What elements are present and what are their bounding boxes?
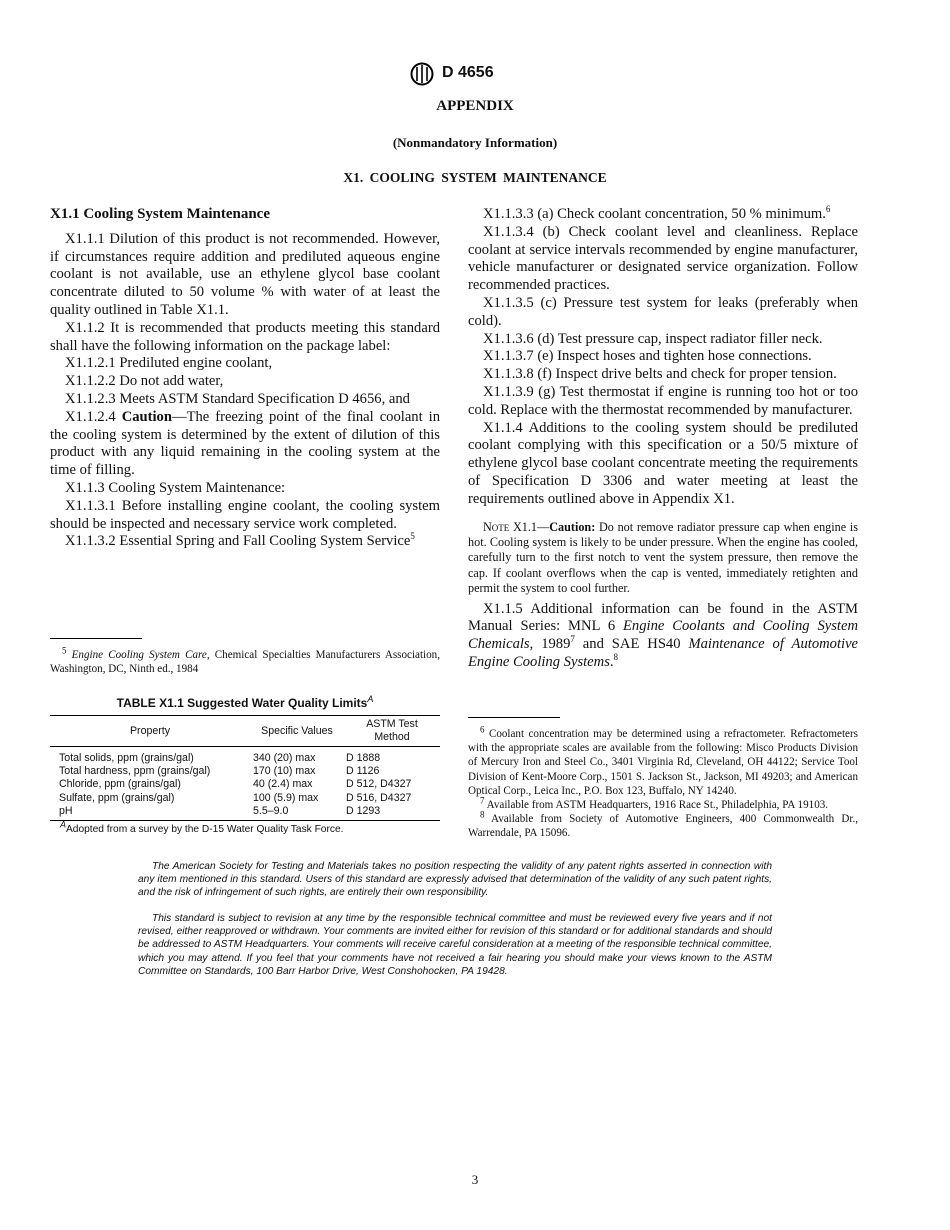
table-row <box>50 792 440 805</box>
doc-id: D 4656 <box>442 64 494 81</box>
para-num: X1.1.2.4 <box>65 408 116 425</box>
left-column <box>50 206 440 551</box>
table-header: Property <box>129 725 171 737</box>
paragraph-x1-1-5 <box>468 601 858 672</box>
para-text: and SAE HS40 <box>574 636 689 653</box>
footnote-6 <box>468 724 858 798</box>
footnote-ref: 5 <box>410 531 415 542</box>
paragraph-x1-1-3-9: X1.1.3.9 (g) Test thermostat if engine is running too hot or too cold. Replace with the thermostat recommended by manufacturer. <box>468 383 858 418</box>
footnote-mark: A <box>60 819 67 830</box>
para-text: , 1989 <box>529 636 571 653</box>
table-cell: Sulfate, ppm (grains/gal) <box>59 791 175 804</box>
para-text: X1.1.3.2 Essential Spring and Fall Cooling System Service <box>65 533 411 550</box>
table-footnote <box>60 819 344 835</box>
right-column <box>468 206 858 672</box>
table-cell: 5.5–9.0 <box>253 804 289 817</box>
page-header <box>0 62 950 88</box>
footnote-8 <box>468 809 858 840</box>
table-row <box>50 778 440 791</box>
caution-text: —The freezing point of the final coolant in the cooling system is determined by the extent of dilution of this product with any liquid remaining in the cooling system at the time of filling. <box>50 408 440 479</box>
paragraph-x1-1-2-3: X1.1.2.3 Meets ASTM Standard Specification D 4656, and <box>65 390 410 407</box>
table-row <box>50 805 440 818</box>
paragraph-x1-1-3-7: X1.1.3.7 (e) Inspect hoses and tighten hose connections. <box>483 348 812 365</box>
footnote-text: Available from Society of Automotive Engineers, 400 Commonwealth Dr., Warrendale, PA 15096. <box>468 813 858 840</box>
footnote-text: Coolant concentration may be determined using a refractometer. Refractometers with the appropriate scales are available from the following: Misco Products Division of Mercury Iron and Steel Co., 3401 Virginia Rd, Cleveland, OH 44122; Service Tool Division of Kent-Moore Corp., 1501 S. Jackson St., Jackson, MI 49203; and American Optical Corp., Leica Inc., P.O. Box 123, Buffalo, NY 14240. <box>468 728 858 797</box>
disclaimer <box>138 860 772 978</box>
footnote-title: Engine Cooling System Care <box>71 649 207 661</box>
paragraph-x1-1-3-1: X1.1.3.1 Before installing engine coolant, the cooling system should be inspected and necessary service work completed. <box>50 497 440 532</box>
table-cell: D 512, D4327 <box>346 778 412 791</box>
footnote-5 <box>50 645 441 676</box>
right-footnotes <box>468 724 858 841</box>
para-text: X1.1.3.3 (a) Check coolant concentration, 50 % minimum. <box>483 206 826 222</box>
caution-label: Caution <box>121 408 172 425</box>
paragraph-x1-1-3-2 <box>50 533 440 551</box>
note-text: Do not remove radiator pressure cap when engine is hot. Cooling system is likely to be under pressure. When the engine has cooled, carefully turn to the first notch to vent the system pressure, then remove the cap. If coolant overflows when the cap is vented, immediately retighten and permit the system to cool further. <box>468 519 858 596</box>
footnote-text: Adopted from a survey by the D-15 Water Quality Task Force. <box>66 824 344 835</box>
table-cell: 340 (20) max <box>253 752 316 764</box>
table-cell: Total solids, ppm (grains/gal) <box>59 752 194 764</box>
table-cell: D 1293 <box>346 804 381 817</box>
paragraph-x1-1-3-3 <box>468 206 858 224</box>
section-title: X1. COOLING SYSTEM MAINTENANCE <box>343 170 607 185</box>
caption-text: TABLE X1.1 Suggested Water Quality Limits <box>116 696 368 710</box>
note-label: Note <box>483 519 510 534</box>
table-cell: Total hardness, ppm (grains/gal) <box>59 765 211 778</box>
manual-title: Engine Coolants and Cooling System Chemicals <box>468 618 859 653</box>
revision-disclaimer: This standard is subject to revision at any time by the responsible technical committee and must be reviewed every five years and if not revised, either reapproved or withdrawn. Your comments are invited either for revision of this standard or for additional standards and should be addressed to ASTM Headquarters. Your comments will receive careful consideration at a meeting of the responsible technical committee, which you may attend. If you feel that your comments have not received a fair hearing you should make your views known to the ASTM Committee on Standards, 100 Barr Harbor Drive, West Conshohocken, PA 19428. <box>138 913 772 977</box>
table-caption <box>50 696 440 710</box>
footnote-ref: 7 <box>570 634 575 645</box>
table-cell: D 516, D4327 <box>346 791 412 804</box>
appendix-title: APPENDIX <box>436 98 514 114</box>
table-row <box>50 747 440 766</box>
table-cell: D 1888 <box>346 752 381 764</box>
table-cell: pH <box>59 804 73 817</box>
paragraph-x1-1-4: X1.1.4 Additions to the cooling system should be prediluted coolant complying with this specification or a 50/5 mixture of ethylene glycol base coolant concentrate meeting the requirements of Specification D 3306 and water meeting at least the requirements outlined above in Appendix X1. <box>468 419 858 507</box>
manual-title: Maintenance of Automotive Engine Cooling Systems <box>468 636 859 670</box>
note-x1-1 <box>468 520 858 597</box>
footnote-text: Available from ASTM Headquarters, 1916 Race St., Philadelphia, PA 19103. <box>486 799 829 812</box>
footnote-num: 5 <box>62 645 67 656</box>
footnote-7 <box>468 795 858 812</box>
footnote-ref: 6 <box>825 204 831 215</box>
nonmandatory-label: (Nonmandatory Information) <box>392 135 558 150</box>
table-cell: Chloride, ppm (grains/gal) <box>59 778 181 791</box>
paragraph-x1-1-1: X1.1.1 Dilution of this product is not recommended. However, if circumstances require addition and prediluted aqueous engine coolant is not available, use an ethylene glycol base coolant concentrate diluted to 50 volume % with water of at least the quality outlined in Table X1.1. <box>50 230 440 318</box>
footnote-rule <box>50 638 142 639</box>
paragraph-x1-1-2-2: X1.1.2.2 Do not add water, <box>65 373 224 390</box>
paragraph-x1-1-3-6: X1.1.3.6 (d) Test pressure cap, inspect radiator filler neck. <box>483 330 823 347</box>
table-header: Specific Values <box>261 725 333 737</box>
paragraph-x1-1-2: X1.1.2 It is recommended that products meeting this standard shall have the following information on the package label: <box>50 319 440 354</box>
footnote-rule <box>468 717 560 718</box>
note-num: X1.1— <box>509 519 550 534</box>
paragraph-x1-1-2-1: X1.1.2.1 Prediluted engine coolant, <box>65 355 273 372</box>
table-cell: 40 (2.4) max <box>253 778 313 791</box>
table-cell: D 1126 <box>346 765 380 778</box>
footnote-num: 8 <box>480 809 485 820</box>
footnote-num: 6 <box>480 724 485 735</box>
astm-logo <box>410 62 434 86</box>
note-caution: Caution: <box>549 519 596 534</box>
table-cell: 170 (10) max <box>253 765 316 778</box>
paragraph-x1-1-3-5: X1.1.3.5 (c) Pressure test system for leaks (preferably when cold). <box>468 294 858 329</box>
footnote-ref: 8 <box>613 652 619 663</box>
patent-disclaimer: The American Society for Testing and Materials takes no position respecting the validity of any patent rights asserted in connection with any item mentioned in this standard. Users of this standard are expressly advised that determination of the validity of any such patent rights, and the risk of infringement of such rights, are entirely their own responsibility. <box>138 861 772 899</box>
para-text: . <box>609 653 614 670</box>
section-heading: X1.1 Cooling System Maintenance <box>50 206 270 222</box>
paragraph-x1-1-2-4 <box>50 409 440 480</box>
page-number: 3 <box>471 1172 479 1187</box>
caption-sup: A <box>367 694 374 704</box>
table-row <box>50 765 440 778</box>
paragraph-x1-1-3-4: X1.1.3.4 (b) Check coolant level and cleanliness. Replace coolant at service intervals recommended by engine manufacturer, vehicle manufacturer or designated service organization. Follow recommended practices. <box>468 223 858 294</box>
paragraph-x1-1-3: X1.1.3 Cooling System Maintenance: <box>65 479 286 496</box>
footnote-text: , Chemical Specialties Manufacturers Association, Washington, DC, Ninth ed., 1984 <box>50 649 441 676</box>
table-bottom-rule <box>50 820 440 821</box>
para-text: X1.1.5 Additional information can be found in the ASTM Manual Series: MNL 6 <box>468 600 858 635</box>
paragraph-x1-1-3-8: X1.1.3.8 (f) Inspect drive belts and check for proper tension. <box>483 366 837 383</box>
footnote-num: 7 <box>480 795 485 806</box>
water-quality-table <box>50 715 440 818</box>
table-header: ASTM Test Method <box>366 718 418 743</box>
table-cell: 100 (5.9) max <box>253 791 319 804</box>
